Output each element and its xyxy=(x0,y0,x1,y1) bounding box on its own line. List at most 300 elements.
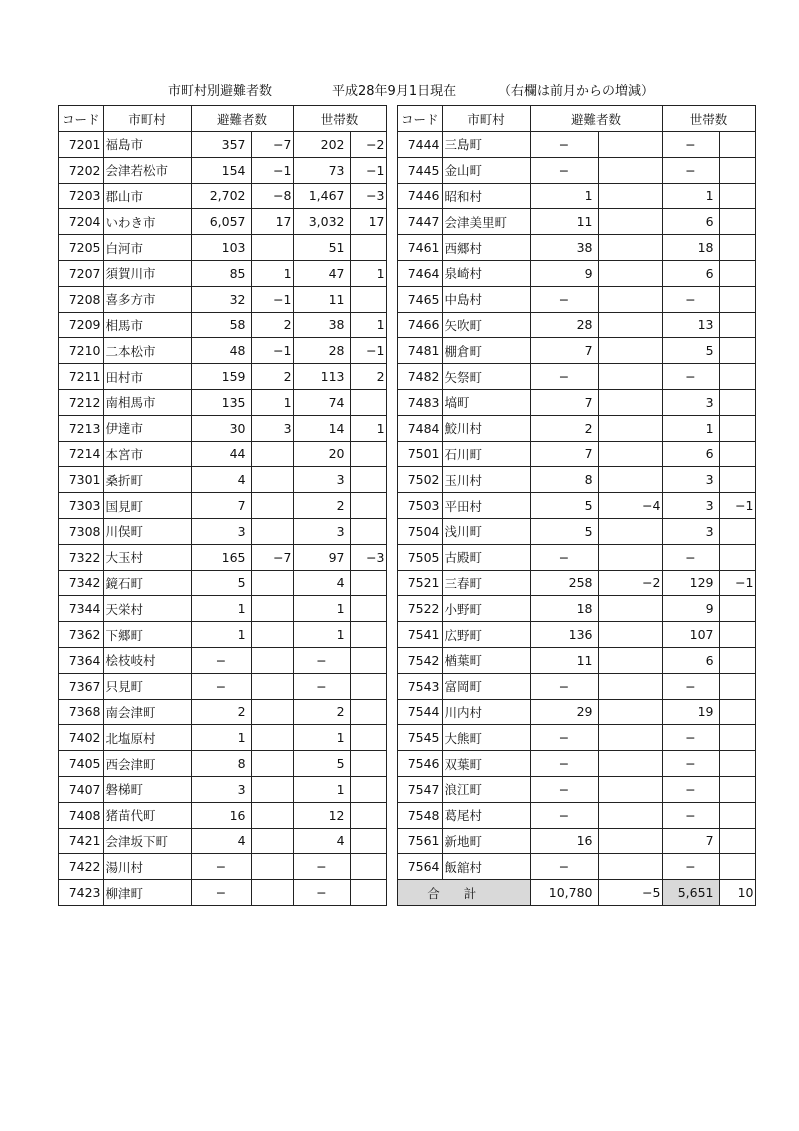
row-code: 7481 xyxy=(398,338,443,364)
row-municipality: 新地町 xyxy=(442,828,530,854)
right-table-body xyxy=(398,132,756,880)
row-municipality: 川俣町 xyxy=(103,518,191,544)
row-municipality: 南会津町 xyxy=(103,699,191,725)
row-evacuees: 159 xyxy=(191,364,251,390)
row-evacuees-diff: 3 xyxy=(251,415,293,441)
row-code: 7207 xyxy=(59,260,104,286)
row-code: 7465 xyxy=(398,286,443,312)
row-evacuees: − xyxy=(530,751,598,777)
row-households-diff xyxy=(350,622,386,648)
table-row xyxy=(398,415,756,441)
row-households: 2 xyxy=(293,493,350,519)
row-evacuees-diff xyxy=(598,441,662,467)
row-households: 3 xyxy=(662,493,719,519)
row-households-diff: −1 xyxy=(350,157,386,183)
row-evacuees: − xyxy=(191,647,251,673)
row-households: 1 xyxy=(662,415,719,441)
row-evacuees-diff xyxy=(598,132,662,158)
row-municipality: 葛尾村 xyxy=(442,802,530,828)
row-households-diff xyxy=(350,596,386,622)
row-code: 7545 xyxy=(398,725,443,751)
evacuee-table-right xyxy=(397,105,756,906)
row-evacuees-diff xyxy=(598,183,662,209)
total-evacuees: 10,780 xyxy=(530,880,598,906)
row-evacuees: − xyxy=(191,880,251,906)
row-households: − xyxy=(662,157,719,183)
row-evacuees-diff: −1 xyxy=(251,157,293,183)
table-row xyxy=(398,235,756,261)
row-code: 7368 xyxy=(59,699,104,725)
row-households-diff xyxy=(719,518,755,544)
total-row xyxy=(398,880,756,906)
row-municipality: 鏡石町 xyxy=(103,570,191,596)
row-households-diff: −2 xyxy=(350,132,386,158)
row-evacuees-diff xyxy=(251,751,293,777)
row-evacuees: 5 xyxy=(530,518,598,544)
row-code: 7466 xyxy=(398,312,443,338)
row-code: 7564 xyxy=(398,854,443,880)
row-evacuees-diff xyxy=(251,441,293,467)
row-evacuees: − xyxy=(191,854,251,880)
row-evacuees-diff: −1 xyxy=(251,286,293,312)
row-households-diff xyxy=(719,776,755,802)
row-municipality: 飯舘村 xyxy=(442,854,530,880)
row-evacuees: − xyxy=(530,132,598,158)
header-municipality: 市町村 xyxy=(103,106,191,132)
row-households: 4 xyxy=(293,570,350,596)
table-row xyxy=(59,415,387,441)
row-evacuees: − xyxy=(530,286,598,312)
row-households-diff xyxy=(350,493,386,519)
row-households: 2 xyxy=(293,699,350,725)
row-code: 7482 xyxy=(398,364,443,390)
table-row xyxy=(398,364,756,390)
row-households: 12 xyxy=(293,802,350,828)
row-code: 7408 xyxy=(59,802,104,828)
row-evacuees: 29 xyxy=(530,699,598,725)
row-evacuees-diff: −7 xyxy=(251,544,293,570)
row-households-diff xyxy=(719,312,755,338)
row-code: 7362 xyxy=(59,622,104,648)
table-row xyxy=(398,260,756,286)
row-evacuees-diff xyxy=(598,338,662,364)
table-row xyxy=(59,802,387,828)
table-row xyxy=(398,854,756,880)
row-evacuees: 8 xyxy=(191,751,251,777)
row-municipality: 会津美里町 xyxy=(442,209,530,235)
row-evacuees: 6,057 xyxy=(191,209,251,235)
row-households-diff xyxy=(350,467,386,493)
row-households: 74 xyxy=(293,389,350,415)
row-households-diff xyxy=(350,776,386,802)
table-row xyxy=(59,312,387,338)
row-households-diff: 1 xyxy=(350,312,386,338)
table-row xyxy=(398,286,756,312)
row-evacuees-diff xyxy=(598,802,662,828)
table-row xyxy=(59,338,387,364)
row-code: 7205 xyxy=(59,235,104,261)
row-households: 7 xyxy=(662,828,719,854)
row-evacuees-diff xyxy=(251,880,293,906)
row-evacuees-diff xyxy=(598,647,662,673)
row-municipality: 広野町 xyxy=(442,622,530,648)
row-evacuees: 9 xyxy=(530,260,598,286)
row-code: 7214 xyxy=(59,441,104,467)
table-row xyxy=(59,157,387,183)
row-code: 7210 xyxy=(59,338,104,364)
row-code: 7446 xyxy=(398,183,443,209)
row-municipality: 会津坂下町 xyxy=(103,828,191,854)
row-code: 7461 xyxy=(398,235,443,261)
row-households-diff xyxy=(719,260,755,286)
row-code: 7502 xyxy=(398,467,443,493)
row-evacuees-diff xyxy=(598,725,662,751)
row-evacuees: 32 xyxy=(191,286,251,312)
row-households: 6 xyxy=(662,441,719,467)
row-households-diff xyxy=(350,235,386,261)
row-evacuees: 165 xyxy=(191,544,251,570)
table-row xyxy=(59,776,387,802)
row-evacuees-diff xyxy=(251,673,293,699)
row-municipality: 双葉町 xyxy=(442,751,530,777)
row-code: 7444 xyxy=(398,132,443,158)
row-households: − xyxy=(662,802,719,828)
table-row xyxy=(398,389,756,415)
table-header-row xyxy=(59,106,387,132)
row-households: 4 xyxy=(293,828,350,854)
row-code: 7308 xyxy=(59,518,104,544)
row-code: 7213 xyxy=(59,415,104,441)
row-municipality: 三島町 xyxy=(442,132,530,158)
row-municipality: 喜多方市 xyxy=(103,286,191,312)
row-evacuees-diff: −8 xyxy=(251,183,293,209)
row-municipality: 猪苗代町 xyxy=(103,802,191,828)
row-evacuees-diff xyxy=(598,622,662,648)
row-evacuees: 2,702 xyxy=(191,183,251,209)
row-evacuees: − xyxy=(191,673,251,699)
row-evacuees-diff xyxy=(598,828,662,854)
row-households: 3 xyxy=(293,518,350,544)
row-code: 7445 xyxy=(398,157,443,183)
row-households-diff: −1 xyxy=(719,493,755,519)
row-evacuees: 85 xyxy=(191,260,251,286)
row-code: 7203 xyxy=(59,183,104,209)
table-row xyxy=(398,776,756,802)
row-households-diff xyxy=(719,544,755,570)
row-evacuees: 16 xyxy=(191,802,251,828)
table-row xyxy=(59,467,387,493)
row-evacuees-diff xyxy=(598,467,662,493)
table-row xyxy=(59,235,387,261)
row-evacuees-diff xyxy=(598,157,662,183)
row-evacuees: 135 xyxy=(191,389,251,415)
row-municipality: 富岡町 xyxy=(442,673,530,699)
row-municipality: 古殿町 xyxy=(442,544,530,570)
row-code: 7544 xyxy=(398,699,443,725)
row-evacuees: 30 xyxy=(191,415,251,441)
row-households: 3 xyxy=(662,467,719,493)
row-households-diff: 2 xyxy=(350,364,386,390)
row-evacuees-diff xyxy=(598,312,662,338)
table-row xyxy=(398,441,756,467)
row-municipality: 福島市 xyxy=(103,132,191,158)
row-households-diff xyxy=(350,802,386,828)
row-households-diff xyxy=(719,132,755,158)
row-households: 1 xyxy=(293,596,350,622)
row-households-diff xyxy=(719,854,755,880)
row-households: − xyxy=(293,647,350,673)
row-households-diff: 1 xyxy=(350,260,386,286)
row-households: 1 xyxy=(293,622,350,648)
title-main: 市町村別避難者数 xyxy=(168,84,273,99)
row-code: 7505 xyxy=(398,544,443,570)
row-households: 5 xyxy=(662,338,719,364)
row-evacuees: 38 xyxy=(530,235,598,261)
row-evacuees: 7 xyxy=(530,389,598,415)
row-municipality: 矢祭町 xyxy=(442,364,530,390)
row-households-diff xyxy=(719,364,755,390)
row-households-diff xyxy=(350,828,386,854)
table-row xyxy=(59,854,387,880)
row-evacuees-diff xyxy=(251,235,293,261)
row-households: 14 xyxy=(293,415,350,441)
row-households: 97 xyxy=(293,544,350,570)
row-households: 3 xyxy=(662,518,719,544)
row-municipality: 二本松市 xyxy=(103,338,191,364)
row-municipality: 本宮市 xyxy=(103,441,191,467)
row-households-diff xyxy=(719,673,755,699)
row-households-diff xyxy=(350,570,386,596)
header-evacuees: 避難者数 xyxy=(191,106,293,132)
title-date: 平成28年9月1日現在 xyxy=(332,84,457,99)
row-evacuees: 7 xyxy=(530,441,598,467)
row-municipality: 鮫川村 xyxy=(442,415,530,441)
row-code: 7548 xyxy=(398,802,443,828)
row-evacuees: 7 xyxy=(191,493,251,519)
row-code: 7202 xyxy=(59,157,104,183)
row-evacuees-diff xyxy=(251,570,293,596)
row-municipality: 大熊町 xyxy=(442,725,530,751)
row-households-diff xyxy=(350,647,386,673)
row-households: 28 xyxy=(293,338,350,364)
row-code: 7522 xyxy=(398,596,443,622)
row-households: − xyxy=(662,673,719,699)
table-row xyxy=(59,673,387,699)
row-evacuees: 11 xyxy=(530,647,598,673)
row-code: 7547 xyxy=(398,776,443,802)
table-row xyxy=(398,699,756,725)
row-municipality: 会津若松市 xyxy=(103,157,191,183)
row-households-diff xyxy=(719,157,755,183)
row-evacuees: 103 xyxy=(191,235,251,261)
row-households-diff xyxy=(350,389,386,415)
row-code: 7364 xyxy=(59,647,104,673)
table-row xyxy=(398,751,756,777)
row-municipality: 大玉村 xyxy=(103,544,191,570)
row-households-diff xyxy=(719,828,755,854)
row-households-diff xyxy=(350,725,386,751)
table-row xyxy=(59,622,387,648)
table-row xyxy=(59,570,387,596)
total-label: 合計 xyxy=(398,880,531,906)
table-row xyxy=(398,802,756,828)
row-evacuees-diff xyxy=(598,518,662,544)
row-evacuees-diff xyxy=(251,699,293,725)
row-evacuees: − xyxy=(530,854,598,880)
row-evacuees: − xyxy=(530,544,598,570)
row-households-diff xyxy=(719,235,755,261)
row-households-diff xyxy=(719,441,755,467)
row-code: 7322 xyxy=(59,544,104,570)
row-evacuees-diff xyxy=(598,776,662,802)
row-households-diff xyxy=(719,596,755,622)
header-households: 世帯数 xyxy=(662,106,755,132)
table-row xyxy=(398,570,756,596)
row-code: 7464 xyxy=(398,260,443,286)
row-households: 1,467 xyxy=(293,183,350,209)
row-code: 7447 xyxy=(398,209,443,235)
row-evacuees: 28 xyxy=(530,312,598,338)
row-municipality: 天栄村 xyxy=(103,596,191,622)
row-municipality: 平田村 xyxy=(442,493,530,519)
table-row xyxy=(398,518,756,544)
row-households: − xyxy=(293,854,350,880)
row-code: 7342 xyxy=(59,570,104,596)
row-households: 1 xyxy=(293,776,350,802)
row-households-diff xyxy=(719,389,755,415)
document-title xyxy=(0,80,799,100)
table-row xyxy=(59,880,387,906)
row-evacuees-diff xyxy=(598,364,662,390)
row-evacuees: − xyxy=(530,802,598,828)
row-households-diff: 17 xyxy=(350,209,386,235)
row-code: 7423 xyxy=(59,880,104,906)
row-municipality: 郡山市 xyxy=(103,183,191,209)
row-municipality: 金山町 xyxy=(442,157,530,183)
row-evacuees-diff: −2 xyxy=(598,570,662,596)
row-evacuees: 11 xyxy=(530,209,598,235)
row-evacuees-diff xyxy=(251,518,293,544)
row-evacuees: 154 xyxy=(191,157,251,183)
row-households-diff xyxy=(350,854,386,880)
row-municipality: 塙町 xyxy=(442,389,530,415)
table-row xyxy=(398,312,756,338)
row-households-diff: −3 xyxy=(350,183,386,209)
row-households: 1 xyxy=(293,725,350,751)
table-row xyxy=(59,260,387,286)
row-evacuees-diff xyxy=(598,699,662,725)
row-evacuees: 8 xyxy=(530,467,598,493)
row-households: − xyxy=(662,364,719,390)
row-evacuees: 1 xyxy=(191,596,251,622)
row-evacuees-diff xyxy=(598,235,662,261)
row-evacuees: − xyxy=(530,725,598,751)
table-header-row xyxy=(398,106,756,132)
row-municipality: 南相馬市 xyxy=(103,389,191,415)
row-evacuees: 3 xyxy=(191,518,251,544)
row-households: 73 xyxy=(293,157,350,183)
row-households-diff xyxy=(719,647,755,673)
row-code: 7301 xyxy=(59,467,104,493)
header-municipality: 市町村 xyxy=(442,106,530,132)
row-evacuees: 1 xyxy=(191,622,251,648)
row-households: 202 xyxy=(293,132,350,158)
row-municipality: 西郷村 xyxy=(442,235,530,261)
total-households-diff: 10 xyxy=(719,880,755,906)
row-code: 7211 xyxy=(59,364,104,390)
row-code: 7209 xyxy=(59,312,104,338)
table-row xyxy=(59,493,387,519)
table-row xyxy=(398,725,756,751)
table-row xyxy=(398,209,756,235)
row-households-diff xyxy=(350,441,386,467)
row-municipality: 桑折町 xyxy=(103,467,191,493)
row-evacuees-diff xyxy=(598,596,662,622)
row-households-diff xyxy=(719,338,755,364)
table-row xyxy=(59,286,387,312)
table-row xyxy=(59,441,387,467)
table-row xyxy=(59,647,387,673)
row-households: 13 xyxy=(662,312,719,338)
table-row xyxy=(398,596,756,622)
row-households: 129 xyxy=(662,570,719,596)
row-evacuees: 44 xyxy=(191,441,251,467)
row-evacuees-diff xyxy=(251,725,293,751)
row-municipality: 白河市 xyxy=(103,235,191,261)
row-households-diff xyxy=(350,880,386,906)
row-evacuees: 3 xyxy=(191,776,251,802)
row-evacuees: 5 xyxy=(530,493,598,519)
header-code: コード xyxy=(59,106,104,132)
row-code: 7421 xyxy=(59,828,104,854)
row-municipality: 柳津町 xyxy=(103,880,191,906)
row-households: − xyxy=(293,880,350,906)
row-municipality: 西会津町 xyxy=(103,751,191,777)
row-municipality: 矢吹町 xyxy=(442,312,530,338)
table-row xyxy=(398,183,756,209)
table-row xyxy=(398,493,756,519)
row-code: 7201 xyxy=(59,132,104,158)
row-evacuees-diff xyxy=(598,673,662,699)
row-municipality: 小野町 xyxy=(442,596,530,622)
row-evacuees-diff: 2 xyxy=(251,364,293,390)
row-evacuees: 18 xyxy=(530,596,598,622)
row-code: 7542 xyxy=(398,647,443,673)
row-code: 7561 xyxy=(398,828,443,854)
row-evacuees-diff: 1 xyxy=(251,260,293,286)
row-households-diff xyxy=(719,751,755,777)
row-evacuees: − xyxy=(530,776,598,802)
row-households-diff xyxy=(350,286,386,312)
row-households-diff xyxy=(719,725,755,751)
row-evacuees-diff xyxy=(251,622,293,648)
row-evacuees: 2 xyxy=(530,415,598,441)
row-evacuees: 7 xyxy=(530,338,598,364)
row-evacuees: 2 xyxy=(191,699,251,725)
row-evacuees-diff xyxy=(251,493,293,519)
row-households: 38 xyxy=(293,312,350,338)
table-row xyxy=(398,544,756,570)
header-code: コード xyxy=(398,106,443,132)
row-code: 7344 xyxy=(59,596,104,622)
row-households: 11 xyxy=(293,286,350,312)
row-evacuees-diff xyxy=(251,802,293,828)
row-households-diff xyxy=(719,622,755,648)
row-households-diff xyxy=(350,699,386,725)
table-row xyxy=(398,467,756,493)
row-evacuees-diff: 1 xyxy=(251,389,293,415)
evacuee-table-left xyxy=(58,105,387,906)
